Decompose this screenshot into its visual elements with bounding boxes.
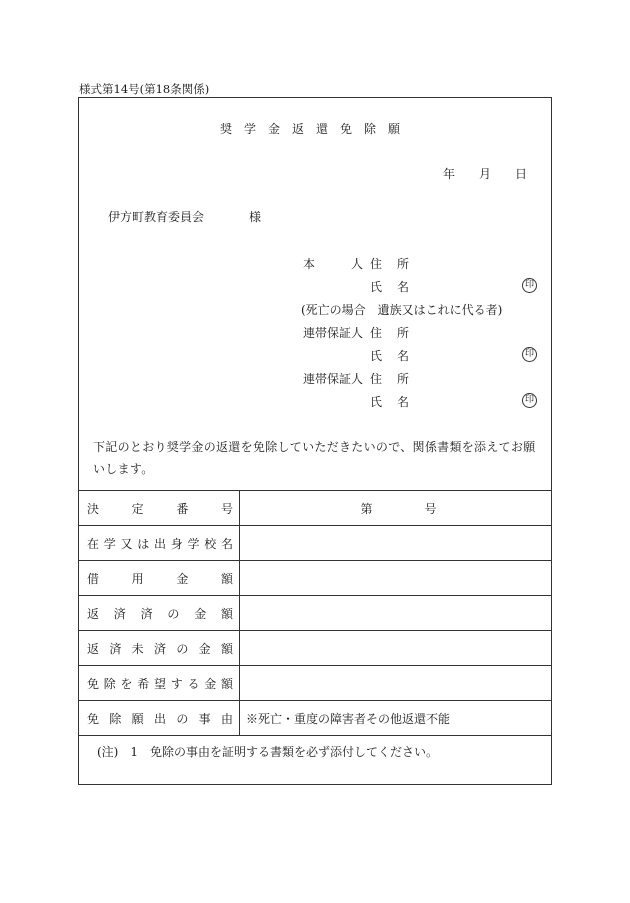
guarantor-2-name-label-b: 名 — [397, 395, 410, 409]
table-row — [79, 596, 552, 631]
date-day-label: 日 — [515, 167, 528, 181]
guarantor-1-address-label-a: 住 — [370, 326, 383, 340]
number-prefix: 第 — [360, 501, 373, 516]
row-label-reason: 免除願出の事由 — [79, 701, 240, 736]
principal-name-label-b: 名 — [397, 280, 410, 294]
principal-label-a: 本 — [303, 257, 316, 271]
row-label-borrowed-amount: 借用金額 — [79, 561, 240, 596]
principal-address-label-b: 所 — [397, 257, 410, 271]
table-row — [79, 666, 552, 701]
deceased-note: (死亡の場合 遺族又はこれに代る者) — [301, 303, 503, 317]
guarantor-2-label: 連帯保証人 — [303, 372, 364, 386]
form-number-label: 様式第14号(第18条関係) — [79, 82, 210, 96]
request-text: 下記のとおり奨学金の返還を免除していただきたいので、関係書類を添えてお願いします。 — [93, 440, 536, 476]
principal-label-b: 人 — [351, 257, 364, 271]
repaid-amount-field[interactable] — [240, 596, 552, 631]
guarantor-1-address-label-b: 所 — [397, 326, 410, 340]
table-row — [79, 526, 552, 561]
row-label-unpaid-amount: 返済未済の金額 — [79, 631, 240, 666]
row-label-school: 在学又は出身学校名 — [79, 526, 240, 561]
table-row — [79, 701, 552, 736]
honorific: 様 — [249, 210, 262, 224]
exemption-amount-field[interactable] — [240, 666, 552, 701]
row-label-decision-number: 決定番号 — [79, 491, 240, 526]
seal-mark-guarantor-2: 印 — [522, 393, 537, 408]
addressee: 伊方町教育委員会 — [108, 210, 205, 224]
table-row — [79, 491, 552, 526]
form-title: 奨学金返還免除願 — [219, 122, 412, 136]
date-year-label: 年 — [443, 167, 456, 181]
principal-name-label-a: 氏 — [370, 280, 383, 294]
row-label-exemption-amount: 免除を希望する金額 — [79, 666, 240, 701]
unpaid-amount-field[interactable] — [240, 631, 552, 666]
table-row — [79, 631, 552, 666]
principal-address-label-a: 住 — [370, 257, 383, 271]
details-table — [78, 490, 552, 736]
guarantor-1-name-label-a: 氏 — [370, 349, 383, 363]
table-row — [79, 561, 552, 596]
guarantor-2-name-label-a: 氏 — [370, 395, 383, 409]
seal-mark-principal: 印 — [522, 278, 537, 293]
guarantor-2-address-label-b: 所 — [397, 372, 410, 386]
school-field[interactable] — [240, 526, 552, 561]
guarantor-2-address-label-a: 住 — [370, 372, 383, 386]
number-suffix: 号 — [424, 501, 437, 516]
attachment-note: (注) 1 免除の事由を証明する書類を必ず添付してください。 — [97, 745, 439, 759]
form-frame — [78, 97, 552, 785]
guarantor-1-label: 連帯保証人 — [303, 326, 364, 340]
row-label-repaid-amount: 返済済の金額 — [79, 596, 240, 631]
guarantor-1-name-label-b: 名 — [397, 349, 410, 363]
date-month-label: 月 — [479, 167, 492, 181]
borrowed-amount-field[interactable] — [240, 561, 552, 596]
reason-field[interactable]: ※死亡・重度の障害者その他返還不能 — [240, 701, 552, 736]
seal-mark-guarantor-1: 印 — [522, 347, 537, 362]
decision-number-field[interactable] — [240, 491, 552, 526]
